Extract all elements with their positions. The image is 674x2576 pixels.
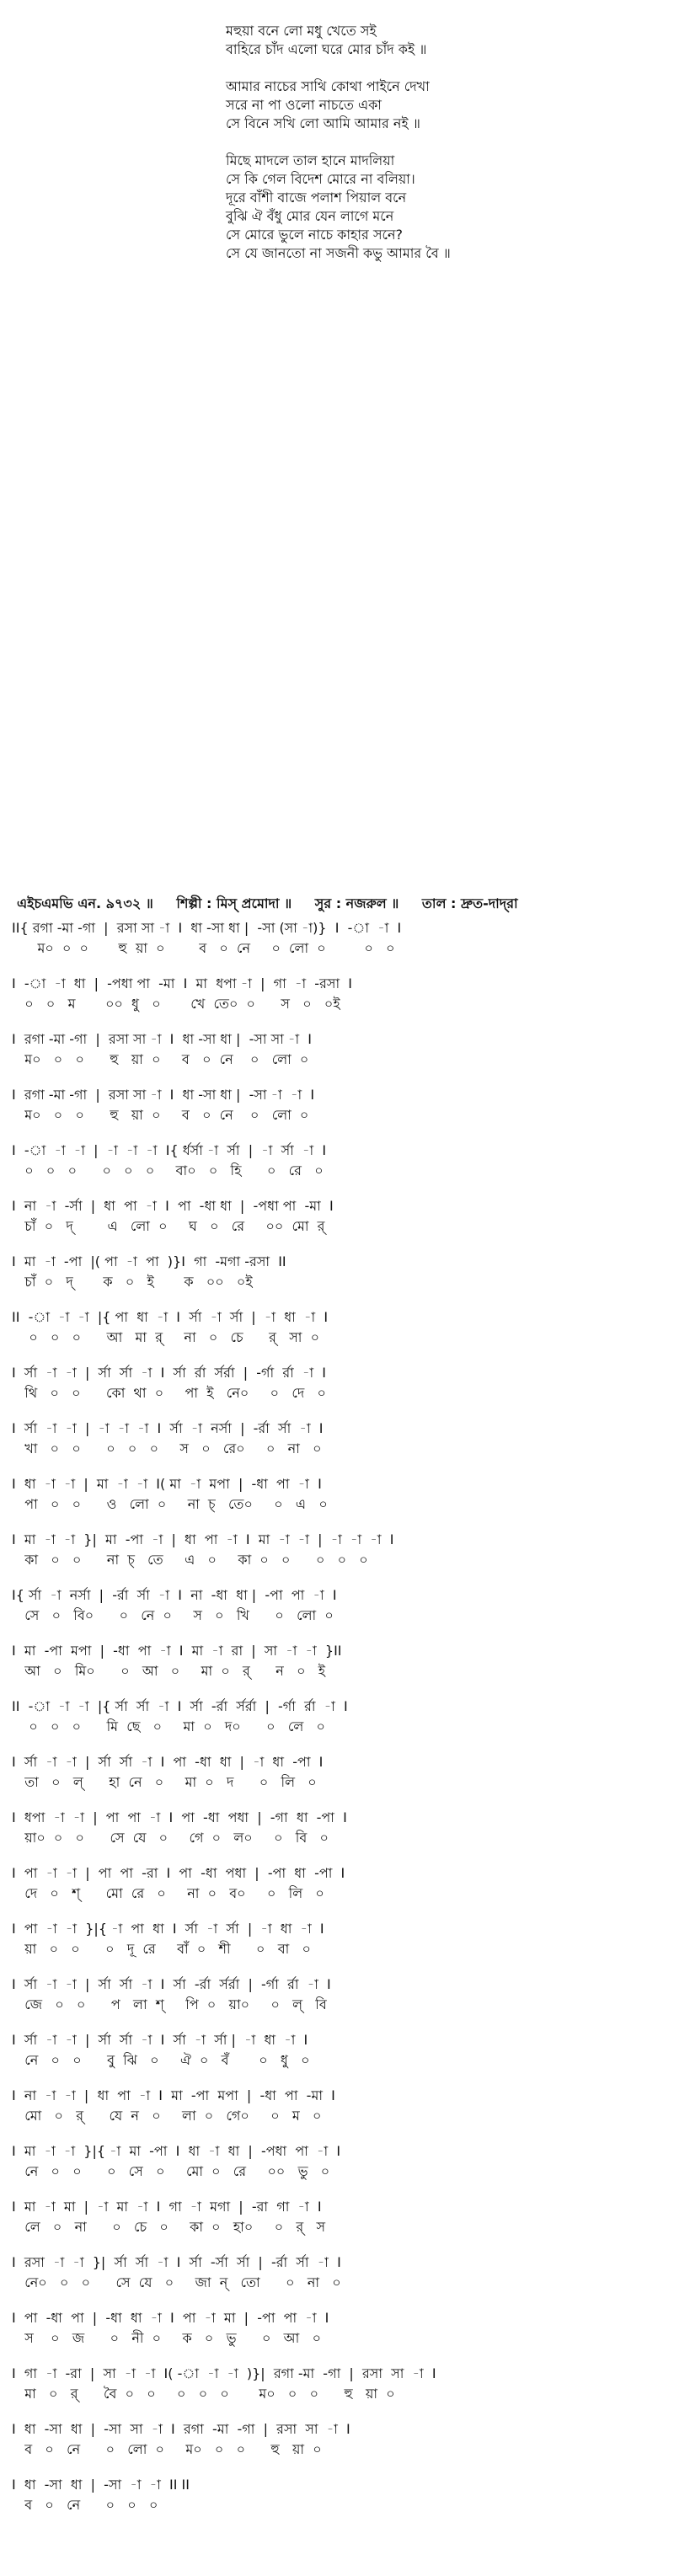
notation-row (12, 1919, 662, 1959)
swara-line: I মা -া -া }| মা -পা -া | ধা পা -া I মা -া -া | -া -া -া I (12, 1531, 394, 1547)
notation-row (12, 1641, 662, 1681)
lyric-syllable-line: য়া০ ০ ০ সে যে ০ গে ০ ল০ ০ বি ০ (12, 1830, 329, 1846)
notation-row (12, 1363, 662, 1403)
swara-line: I ধপা -া -া | পা পা -া I পা -ধা পধা | -গা ধা -পা I (12, 1809, 347, 1825)
tala-credit: তাল : দ্রুত-দাদ্‌রা (421, 895, 518, 911)
swara-line: I পা -া -া | পা পা -রা I পা -ধা পধা | -পা ধা -পা I (12, 1865, 345, 1881)
notation-row (12, 1752, 662, 1793)
lyric-syllable-line: মা ০ র্ বৈ ০ ০ ০ ০ ০ ম০ ০ ০ হু য়া ০ (12, 2386, 395, 2402)
swara-line: I র্সা -া -া | র্সা র্সা -া I পা -ধা ধা | -া ধা -পা I (12, 1754, 324, 1770)
lyric-line: মিছে মাদলে তাল হানে মাদলিয়া (226, 152, 395, 168)
lyric-syllable-line: ব ০ নে ০ লো ০ ম০ ০ ০ হু য়া ০ (12, 2441, 322, 2457)
swara-line: I{ র্সা -া নর্সা | -র্রা র্সা -া I না -ধা ধা | -পা পা -া I (12, 1587, 337, 1603)
lyric-line: দূরে বাঁশী বাজে পলাশ পিয়াল বনে (226, 190, 407, 206)
lyric-syllable-line: স ০ জ ০ নী ০ ক ০ ভু ০ আ ০ (12, 2330, 321, 2346)
lyric-syllable-line: নে ০ ০ বু ঝি ০ ঐ ০ বঁ ০ ধু ০ (12, 2052, 310, 2068)
swara-line: I ধা -সা ধা | -সা -া -া II II (12, 2477, 190, 2493)
swara-line: I ধা -া -া | মা -া -া I( মা -া মপা | -ধা পা -া I (12, 1476, 322, 1492)
lyric-line: আমার নাচের সাথি কোথা পাইনে দেখা (226, 78, 430, 94)
lyric-syllable-line: কা ০ ০ না চ্ তে এ ০ কা ০ ০ ০ ০ ০ (12, 1552, 368, 1568)
swara-line: I পা -া -া }|{ -া পা ধা I র্সা -া র্সা | -া ধা -া I (12, 1921, 324, 1937)
swara-line: I মা -পা মপা | -ধা পা -া I মা -া রা | সা -া -া }II (12, 1643, 342, 1659)
lyric-line: বাহিরে চাঁদ এলো ঘরে মোর চাঁদ কই ॥ (226, 41, 427, 57)
notation-row (12, 1085, 662, 1125)
recording-info (17, 893, 657, 916)
swara-line: I রগা -মা -গা | রসা সা -া I ধা -সা ধা | -সা -া -া I (12, 1087, 315, 1103)
lyric-syllable-line: ০ ০ ০ মি ছে ০ মা ০ দ০ ০ লে ০ (12, 1718, 325, 1734)
swara-line: I -া -া -া | -া -া -া I{ র্ধর্সা -া র্সা | -া র্সা -া I (12, 1142, 327, 1158)
lyric-line: মহুয়া বনে লো মধু খেতে সই (226, 23, 377, 39)
swara-line: I র্সা -া -া | -া -া -া I র্সা -া নর্সা | -র্রা র্সা -া I (12, 1420, 324, 1436)
swara-line: I রসা -া -া }| র্সা র্সা -া I র্সা -র্সা র্সা | -র্রা র্সা -া I (12, 2254, 341, 2270)
lyric-syllable-line: মো ০ র্ যে ন ০ লা ০ গে০ ০ ম ০ (12, 2108, 322, 2124)
lyric-syllable-line: নে০ ০ ০ সে যে ০ জা ন্ তো ০ না ০ (12, 2274, 341, 2290)
lyrics-stanza (226, 77, 664, 133)
swara-line: I -া -া ধা | -পধা পা -মা I মা ধপা -া | গা -া -রসা I (12, 975, 352, 991)
notation-row (12, 1252, 662, 1292)
notation-row (12, 1863, 662, 1904)
lyric-syllable-line: তা ০ ল্ হা নে ০ মা ০ দ ০ লি ০ (12, 1774, 317, 1790)
lyric-syllable-line: পা ০ ০ ও লো ০ না চ্ তে০ ০ এ ০ (12, 1496, 328, 1512)
lyric-syllable-line: ম০ ০ ০ হু য়া ০ ব ০ নে ০ লো ০ (12, 1051, 309, 1067)
notation-row (12, 974, 662, 1014)
notation-row (12, 1419, 662, 1459)
lyric-syllable-line: আ ০ মি০ ০ আ ০ মা ০ র্ ন ০ ই (12, 1663, 326, 1679)
lyric-syllable-line: দে ০ শ্ মো রে ০ না ০ ব০ ০ লি ০ (12, 1885, 324, 1901)
swara-line: I না -া -া | ধা পা -া I মা -পা মপা | -ধা পা -মা I (12, 2087, 335, 2103)
notation-row (12, 1697, 662, 1737)
notation-row (12, 2308, 662, 2349)
artist-credit: শিল্পী : মিস্ প্রমোদা ॥ (176, 895, 292, 911)
notation-row (12, 1530, 662, 1570)
record-number: এইচএমভি এন. ৯৭৩২ ॥ (17, 895, 153, 911)
notation-row (12, 2475, 662, 2515)
notation-row (12, 1196, 662, 1237)
lyric-syllable-line: চাঁ ০ দ্ এ লো ০ ঘ ০ রে ০০ মো র্ (12, 1218, 325, 1234)
lyric-line: সে কি গেল বিদেশ মোরে না বলিয়া। (226, 171, 415, 187)
notation-row (12, 2197, 662, 2237)
swara-line: II -া -া -া |{ পা ধা -া I র্সা -া র্সা | -া ধা -া I (12, 1309, 329, 1325)
notation-row (12, 2364, 662, 2404)
lyric-syllable-line: ০ ০ ম ০০ ধু ০ খে তে০ ০ স ০ ০ই (12, 996, 340, 1012)
lyric-syllable-line: নে ০ ০ ০ সে ০ মো ০ রে ০০ ভু ০ (12, 2163, 330, 2179)
notation-row (12, 1029, 662, 1070)
lyric-syllable-line: জে ০ ০ প লা শ্ পি ০ য়া০ ০ ল্ বি (12, 1996, 327, 2012)
lyric-syllable-line: চাঁ ০ দ্ ক ০ ই ক ০০ ০ই (12, 1274, 253, 1290)
swara-line: I র্সা -া -া | র্সা র্সা -া I র্সা র্রা র্সর্রা | -র্গা র্রা -া I (12, 1365, 326, 1381)
notation-row (12, 2086, 662, 2126)
song-lyrics (226, 22, 664, 281)
lyric-syllable-line: ব ০ নে ০ ০ ০ (12, 2497, 158, 2513)
lyric-syllable-line: সে ০ বি০ ০ নে ০ স ০ খি ০ লো ০ (12, 1607, 334, 1623)
swara-line: I না -া -র্সা | ধা পা -া I পা -ধা ধা | -পধা পা -মা I (12, 1198, 334, 1214)
notation-row (12, 1585, 662, 1626)
lyric-syllable-line: ম০ ০ ০ হু য়া ০ ব ০ নে ০ লো ০ ০ ০ (12, 940, 395, 956)
lyrics-stanza (226, 22, 664, 59)
composer-credit: সুর : নজরুল ॥ (314, 895, 399, 911)
swara-line: I র্সা -া -া | র্সা র্সা -া I র্সা -র্রা র্সর্রা | -র্গা র্রা -া I (12, 1976, 331, 1992)
swara-line: I ধা -সা ধা | -সা সা -া I রগা -মা -গা | রসা সা -া I (12, 2421, 350, 2437)
lyric-syllable-line: লে ০ না ০ চে ০ কা ০ হা০ ০ র্ স (12, 2219, 326, 2235)
notation-row (12, 2253, 662, 2293)
lyric-syllable-line: ০ ০ ০ আ মা র্ না ০ চে র্ সা ০ (12, 1329, 320, 1345)
swara-line: I মা -া -া }|{ -া মা -পা I ধা -া ধা | -পধা পা -া I (12, 2143, 341, 2159)
swara-line: II -া -া -া |{ র্সা র্সা -া I র্সা -র্রা র্সর্রা | -র্গা র্রা -া I (12, 1698, 348, 1714)
notation-row (12, 1975, 662, 2015)
notation-row (12, 2419, 662, 2460)
swara-line: I মা -া মা | -া মা -া I গা -া মগা | -রা গা -া I (12, 2199, 322, 2215)
notation-row (12, 1474, 662, 1515)
notation-row (12, 1141, 662, 1181)
swara-line: I গা -া -রা | সা -া -া I( -া -া -া )}| রগা -মা -গা | রসা সা -া I (12, 2365, 436, 2381)
lyric-syllable-line: ০ ০ ০ ০ ০ ০ বা০ ০ হি ০ রে ০ (12, 1162, 324, 1178)
notation-row (12, 2030, 662, 2071)
lyric-line: সে যে জানতো না সজনী কভু আমার বৈ ॥ (226, 245, 451, 261)
lyric-line: সে বিনে সখি লো আমি আমার নই ॥ (226, 115, 420, 131)
lyric-line: সরে না পা ওলো নাচতে একা (226, 97, 382, 113)
notation-row (12, 918, 662, 959)
notation-row (12, 1808, 662, 1848)
lyric-syllable-line: য়া ০ ০ ০ দূ রে বাঁ ০ শী ০ বা ০ (12, 1941, 311, 1957)
swara-line: I মা -া -পা |( পা -া পা )}I গা -মগা -রসা II (12, 1253, 286, 1269)
lyric-syllable-line: থি ০ ০ কো থা ০ পা ই নে০ ০ দে ০ (12, 1385, 326, 1401)
swara-line: I রগা -মা -গা | রসা সা -া I ধা -সা ধা | -সা সা -া I (12, 1031, 312, 1047)
notation-row (12, 2141, 662, 2182)
swara-line: II{ রগা -মা -গা | রসা সা -া I ধা -সা ধা | -সা (সা -া)} I -া -া I (12, 920, 402, 936)
swara-line: I পা -ধা পা | -ধা ধা -া I পা -া মা | -পা পা -া I (12, 2310, 329, 2326)
lyric-line: সে মোরে ভুলে নাচে কাহার সনে? (226, 227, 403, 243)
lyric-line: বুঝি ঐ বঁধু মোর যেন লাগে মনে (226, 208, 394, 224)
lyric-syllable-line: খা ০ ০ ০ ০ ০ স ০ রে০ ০ না ০ (12, 1440, 322, 1456)
notation-row (12, 1307, 662, 1348)
lyric-syllable-line: ম০ ০ ০ হু য়া ০ ব ০ নে ০ লো ০ (12, 1107, 309, 1123)
swara-line: I র্সা -া -া | র্সা র্সা -া I র্সা -া র্সা | -া ধা -া I (12, 2032, 308, 2048)
lyrics-stanza (226, 152, 664, 263)
